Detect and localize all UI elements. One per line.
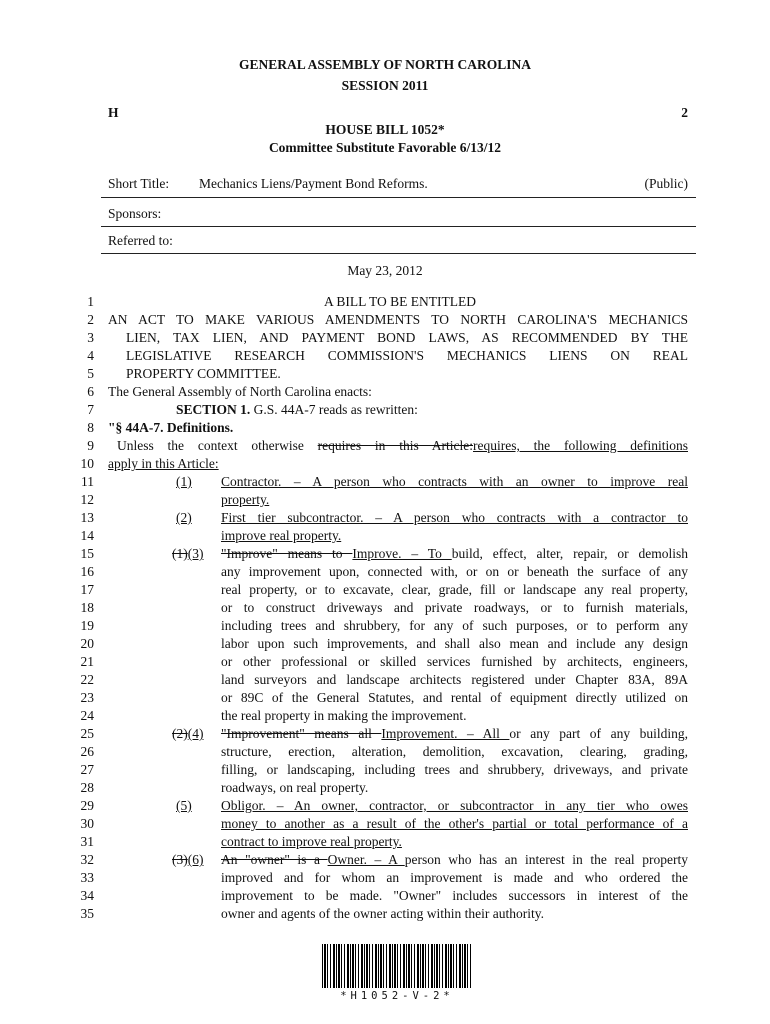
- inserted-text: First tier subcontractor. – A person who contracts with a contractor to: [221, 510, 688, 525]
- line-number: 3: [87, 330, 94, 345]
- item-number: [172, 725, 204, 743]
- barcode: [322, 944, 472, 988]
- text-line: [108, 455, 219, 473]
- line-number: 23: [80, 690, 94, 705]
- bill-date: May 23, 2012: [347, 263, 423, 278]
- section-heading: "§ 44A-7. Definitions.: [108, 420, 234, 435]
- line-number: 29: [80, 798, 94, 813]
- text-line: any improvement upon, connected with, or on or beneath the surface of any: [221, 564, 688, 579]
- text-line: improved and for whom an improvement is made and who ordered the: [221, 870, 688, 885]
- inserted-text: contract to improve real property.: [221, 834, 402, 849]
- text-line: filling, or landscaping, including trees and shrubbery, driveways, and private: [221, 762, 688, 777]
- text-line: real property, or to excavate, clear, grade, fill or landscape any real property,: [221, 582, 688, 597]
- inserted-text: requires, the following definitions: [473, 438, 688, 453]
- line-number: 34: [80, 888, 94, 903]
- text-line: [221, 725, 688, 743]
- inserted-text: property.: [221, 492, 270, 507]
- item-number: [172, 851, 204, 869]
- text-line: land surveyors and landscape architects registered under Chapter 83A, 89A: [221, 672, 688, 687]
- bill-number: HOUSE BILL 1052*: [325, 122, 445, 137]
- line-number: 22: [80, 672, 94, 687]
- text-segment: Unless the context otherwise: [117, 438, 318, 453]
- inserted-text: money to another as a result of the other's partial or total performance of a: [221, 816, 688, 831]
- short-title-label: Short Title:: [108, 176, 170, 191]
- barcode-label: *H1052-V-2*: [340, 990, 454, 1002]
- line-number: 13: [80, 510, 94, 525]
- sponsors-label: Sponsors:: [108, 206, 162, 221]
- line-number: 1: [87, 294, 94, 309]
- line-number: 27: [80, 762, 94, 777]
- text-line: roadways, on real property.: [221, 780, 369, 795]
- assembly-title: GENERAL ASSEMBLY OF NORTH CAROLINA: [238, 57, 532, 72]
- line-number: 19: [80, 618, 94, 633]
- text-line: or to construct driveways and private roadways, or to furnish materials,: [221, 600, 688, 615]
- inserted-text: Improvement. – All: [381, 726, 510, 741]
- short-title: Mechanics Liens/Payment Bond Reforms.: [199, 176, 428, 191]
- deleted-text: (1): [172, 546, 188, 561]
- text-line: including trees and shrubbery, for any of such purposes, or to perform any: [221, 618, 688, 633]
- line-number: 35: [80, 906, 94, 921]
- text-line: [221, 545, 688, 563]
- inserted-text: (3): [187, 546, 204, 561]
- text-line: PROPERTY COMMITTEE.: [126, 366, 281, 381]
- item-number: (1): [176, 474, 192, 489]
- divider: [101, 226, 696, 227]
- line-number: 17: [80, 582, 94, 597]
- divider: [101, 197, 696, 198]
- deleted-text: "Improvement" means all: [221, 726, 382, 741]
- bill-status: Committee Substitute Favorable 6/13/12: [268, 140, 502, 155]
- inserted-text: (4): [187, 726, 204, 741]
- text-line: owner and agents of the owner acting within their authority.: [221, 906, 545, 921]
- line-number: 9: [87, 438, 94, 453]
- text-line: or 89C of the General Statutes, and rental of equipment directly utilized on: [221, 690, 688, 705]
- line-number: 21: [80, 654, 94, 669]
- deleted-text: requires in this Article:: [317, 438, 474, 453]
- text-segment: person who has an interest in the real property: [404, 852, 688, 867]
- deleted-text: (2): [172, 726, 188, 741]
- text-line: [221, 851, 688, 869]
- version-number: 2: [681, 105, 688, 120]
- line-number: 10: [80, 456, 94, 471]
- line-number: 24: [80, 708, 94, 723]
- text-line: The General Assembly of North Carolina enacts:: [108, 384, 372, 399]
- line-number: 7: [87, 402, 94, 417]
- section-text: G.S. 44A-7 reads as rewritten:: [250, 402, 418, 417]
- inserted-text: apply in this Article:: [108, 456, 219, 471]
- text-line: AN ACT TO MAKE VARIOUS AMENDMENTS TO NORTH CAROLINA'S MECHANICS: [108, 312, 688, 327]
- text-line: LIEN, TAX LIEN, AND PAYMENT BOND LAWS, AS RECOMMENDED BY THE: [126, 330, 688, 345]
- section-label: SECTION 1.: [176, 402, 251, 417]
- line-number: 31: [80, 834, 94, 849]
- inserted-text: improve real property.: [221, 528, 342, 543]
- line-number: 14: [80, 528, 94, 543]
- inserted-text: Obligor. – An owner, contractor, or subcontractor in any tier who owes: [221, 798, 688, 813]
- chamber-letter: H: [108, 105, 119, 120]
- line-number: 2: [87, 312, 94, 327]
- line-number: 6: [87, 384, 94, 399]
- line-number: 18: [80, 600, 94, 615]
- text-line: LEGISLATIVE RESEARCH COMMISSION'S MECHANICS LIENS ON REAL: [126, 348, 688, 363]
- text-line: structure, erection, alteration, demolition, excavation, clearing, grading,: [221, 744, 688, 759]
- line-number: 33: [80, 870, 94, 885]
- line-number: 12: [80, 492, 94, 507]
- inserted-text: Contractor. – A person who contracts with an owner to improve real: [221, 474, 688, 489]
- text-line: improvement to be made. "Owner" includes successors in interest of the: [221, 888, 688, 903]
- line-number: 4: [87, 348, 94, 363]
- line-number: 8: [87, 420, 94, 435]
- line-number: 25: [80, 726, 94, 741]
- item-number: (5): [176, 798, 192, 813]
- text-line: labor upon such improvements, and shall also mean and include any design: [221, 636, 688, 651]
- deleted-text: An "owner" is a: [221, 852, 328, 867]
- text-segment: or any part of any building,: [509, 726, 689, 741]
- text-segment: build, effect, alter, repair, or demolish: [451, 546, 688, 561]
- session-title: SESSION 2011: [341, 78, 429, 93]
- line-number: 5: [87, 366, 94, 381]
- line-number: 20: [80, 636, 94, 651]
- line-number: 30: [80, 816, 94, 831]
- referred-label: Referred to:: [108, 233, 173, 248]
- bill-heading: A BILL TO BE ENTITLED: [324, 294, 476, 309]
- line-number: 32: [80, 852, 94, 867]
- text-line: [117, 437, 688, 455]
- item-number: [172, 545, 204, 563]
- text-line: [176, 401, 418, 419]
- line-number: 26: [80, 744, 94, 759]
- deleted-text: "Improve" means to: [221, 546, 353, 561]
- line-number: 15: [80, 546, 94, 561]
- inserted-text: Owner. – A: [327, 852, 405, 867]
- public-label: (Public): [644, 176, 688, 191]
- line-number: 11: [81, 474, 94, 489]
- divider: [101, 253, 696, 254]
- inserted-text: Improve. – To: [352, 546, 452, 561]
- line-number: 28: [80, 780, 94, 795]
- deleted-text: (3): [172, 852, 188, 867]
- item-number: (2): [176, 510, 192, 525]
- line-number: 16: [80, 564, 94, 579]
- text-line: or other professional or skilled services furnished by architects, engineers,: [221, 654, 688, 669]
- inserted-text: (6): [187, 852, 204, 867]
- text-line: the real property in making the improvement.: [221, 708, 467, 723]
